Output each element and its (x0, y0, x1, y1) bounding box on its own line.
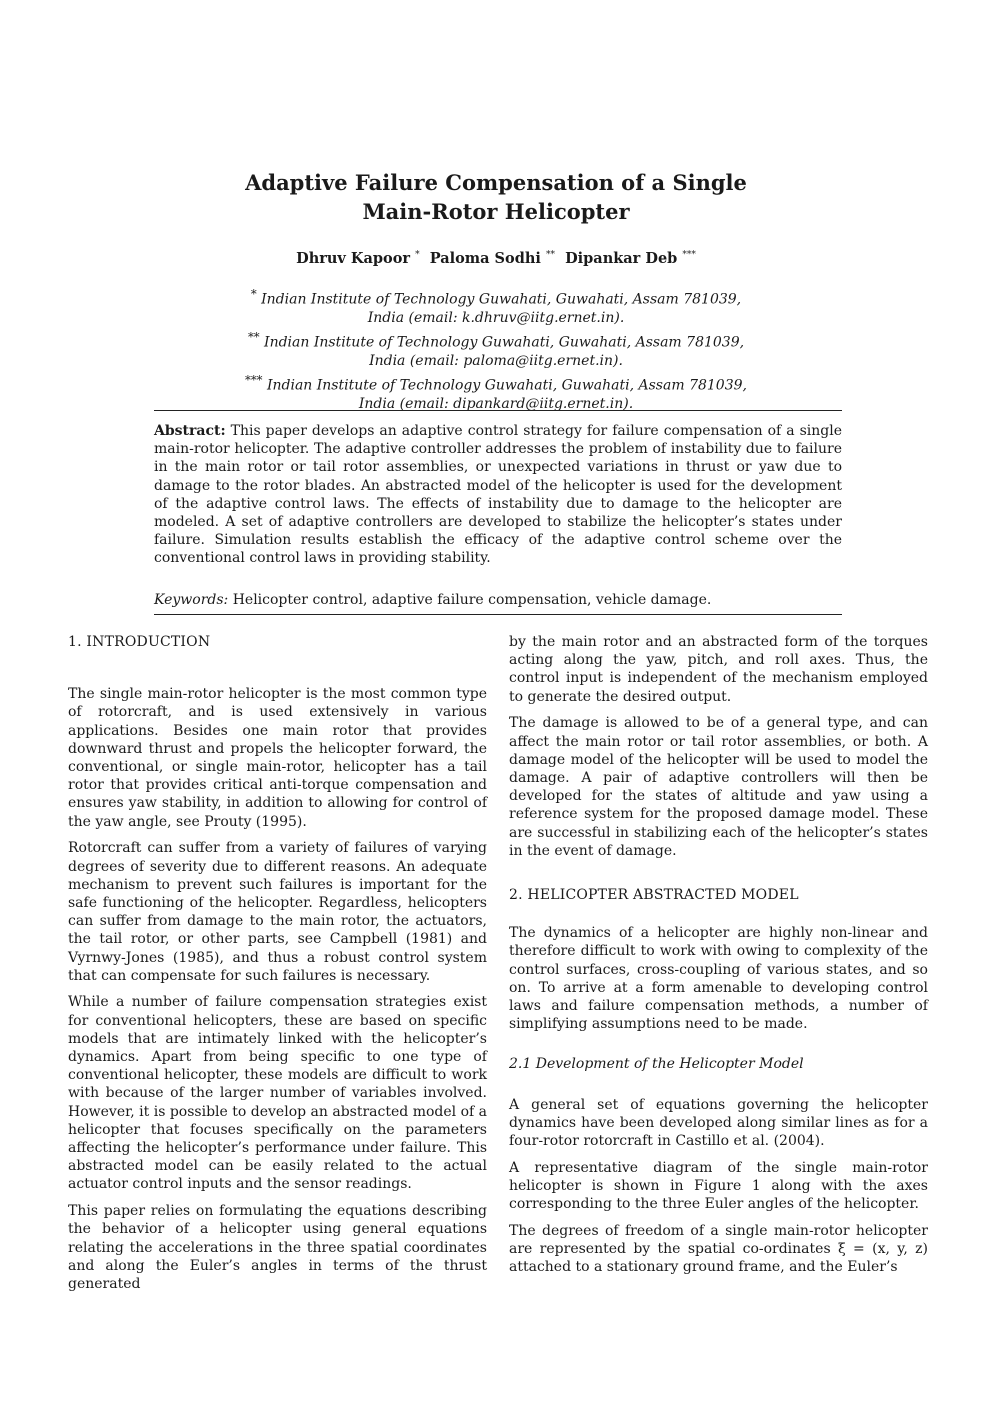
abstract-top-rule (154, 410, 842, 411)
body-paragraph: The degrees of freedom of a single main-rotor helicopter are represented by the spatial co-ordinates ξ = (x, y, z) attached to a stationary ground frame, and the Euler’s (509, 1222, 928, 1276)
keywords-label: Keywords: (154, 592, 229, 608)
affiliation-text: Indian Institute of Technology Guwahati, Guwahati, Assam 781039, (261, 291, 742, 308)
author-mark: *** (682, 250, 696, 260)
affiliation-text: Indian Institute of Technology Guwahati, Guwahati, Assam 781039, (266, 377, 747, 394)
body-paragraph: by the main rotor and an abstracted form of the torques acting along the yaw, pitch, and roll axes. Thus, the control input is independent of the mechanism employed to generate the desired output. (509, 634, 928, 705)
body-paragraph: A representative diagram of the single main-rotor helicopter is shown in Figure 1 along with the axes corresponding to the three Euler angles of the helicopter. (509, 1159, 928, 1213)
keywords-text: Helicopter control, adaptive failure compensation, vehicle damage. (232, 592, 712, 608)
affiliation-line (150, 285, 842, 309)
affiliation-mark: ** (247, 329, 260, 344)
left-column (68, 633, 487, 1302)
keywords (154, 591, 842, 609)
body-paragraph: A general set of equations governing the helicopter dynamics have been developed along similar lines as for a four-rotor rotorcraft in Castillo et al. (2004). (509, 1096, 928, 1149)
section-heading-model: 2. HELICOPTER ABSTRACTED MODEL (509, 886, 799, 903)
abstract-text: This paper develops an adaptive control strategy for failure compensation of a single main-rotor helicopter. The adaptive controller addresses the problem of instability due to failure in the main rotor or tail rotor assemblies, or unexpected variations in thrust or yaw due to damage to the rotor blades. An abstracted model of the helicopter is used for the development of the adaptive control laws. The effects of instability due to damage to the helicopter are modeled. A set of adaptive controllers are developed to stabilize the helicopter’s states under failure. Simulation results establish the efficacy of the adaptive control scheme over the conventional control laws in providing stability. (154, 423, 842, 567)
author-name: Paloma Sodhi (429, 249, 541, 267)
body-paragraph: This paper relies on formulating the equations describing the behavior of a helicopter using general equations relating the accelerations in the three spatial coordinates and along the Euler’s angles in terms of the thrust generated (68, 1203, 487, 1292)
affiliation-email: India (email: paloma@iitg.ernet.in). (369, 353, 623, 370)
affiliation-mark: * (250, 287, 257, 301)
affiliation-line (150, 328, 842, 352)
affiliations (150, 285, 842, 414)
title-line-2: Main-Rotor Helicopter (362, 199, 630, 224)
body-paragraph: The single main-rotor helicopter is the most common type of rotorcraft, and is used extensively in various applications. Besides one main rotor that provides downward thrust and propels the helicopter forward, the conventional, or single main-rotor, helicopter has a tail rotor that provides critical anti-torque compensation and ensures yaw stability, in addition to allowing for control of the yaw angle, see Prouty (1995). (68, 686, 487, 830)
author-list (150, 245, 842, 269)
author-mark: * (415, 250, 420, 260)
author-mark: ** (545, 250, 555, 260)
abstract-label: Abstract: (154, 423, 226, 439)
body-paragraph: The damage is allowed to be of a general type, and can affect the main rotor or tail rotor assemblies, or both. A damage model of the helicopter will be used to model the damage. A pair of adaptive controllers will then be developed for the states of altitude and yaw using a reference system for the proposed damage model. These are successful in stabilizing each of the helicopter’s states in the event of damage. (509, 715, 928, 859)
affiliation-email: India (email: dipankard@iitg.ernet.in). (358, 395, 634, 412)
affiliation-email: India (email: k.dhruv@iitg.ernet.in). (367, 310, 625, 327)
author-name: Dipankar Deb (565, 249, 678, 267)
affiliation-text: Indian Institute of Technology Guwahati, Guwahati, Assam 781039, (264, 334, 745, 351)
section-heading-introduction: 1. INTRODUCTION (68, 634, 211, 650)
affiliation-mark: *** (245, 372, 263, 387)
body-paragraph: While a number of failure compensation strategies exist for conventional helicopters, these are based on specific models that are intimately linked with the helicopter’s dynamics. Apart from being specific to one type of conventional helicopter, these models are difficult to work with because of the larger number of variables involved. However, it is possible to develop an abstracted model of a helicopter that focuses specifically on the parameters affecting the helicopter’s performance under failure. This abstracted model can be easily related to the actual actuator control inputs and the sensor readings. (68, 994, 487, 1193)
body-paragraph: The dynamics of a helicopter are highly non-linear and therefore difficult to work with owing to complexity of the control surfaces, cross-coupling of various states, and so on. To arrive at a form amenable to developing control laws and failure compensation methods, a number of simplifying assumptions need to be made. (509, 925, 928, 1033)
affiliation-line (150, 371, 842, 395)
right-column (509, 633, 928, 1285)
body-paragraph: Rotorcraft can suffer from a variety of failures of varying degrees of severity due to different reasons. An adequate mechanism to prevent such failures is important for the safe functioning of the helicopter. Regardless, helicopters can suffer from damage to the main rotor, the actuators, the tail rotor, or other parts, see Campbell (1981) and Vyrnwy-Jones (1985), and thus a robust control system that can compensate for such failures is necessary. (68, 840, 487, 984)
author-name: Dhruv Kapoor (296, 249, 411, 267)
abstract (154, 422, 842, 568)
title-line-1: Adaptive Failure Compensation of a Single (245, 170, 747, 195)
subsection-heading: 2.1 Development of the Helicopter Model (509, 1056, 804, 1073)
paper-title (150, 168, 842, 226)
abstract-bottom-rule (154, 614, 842, 615)
